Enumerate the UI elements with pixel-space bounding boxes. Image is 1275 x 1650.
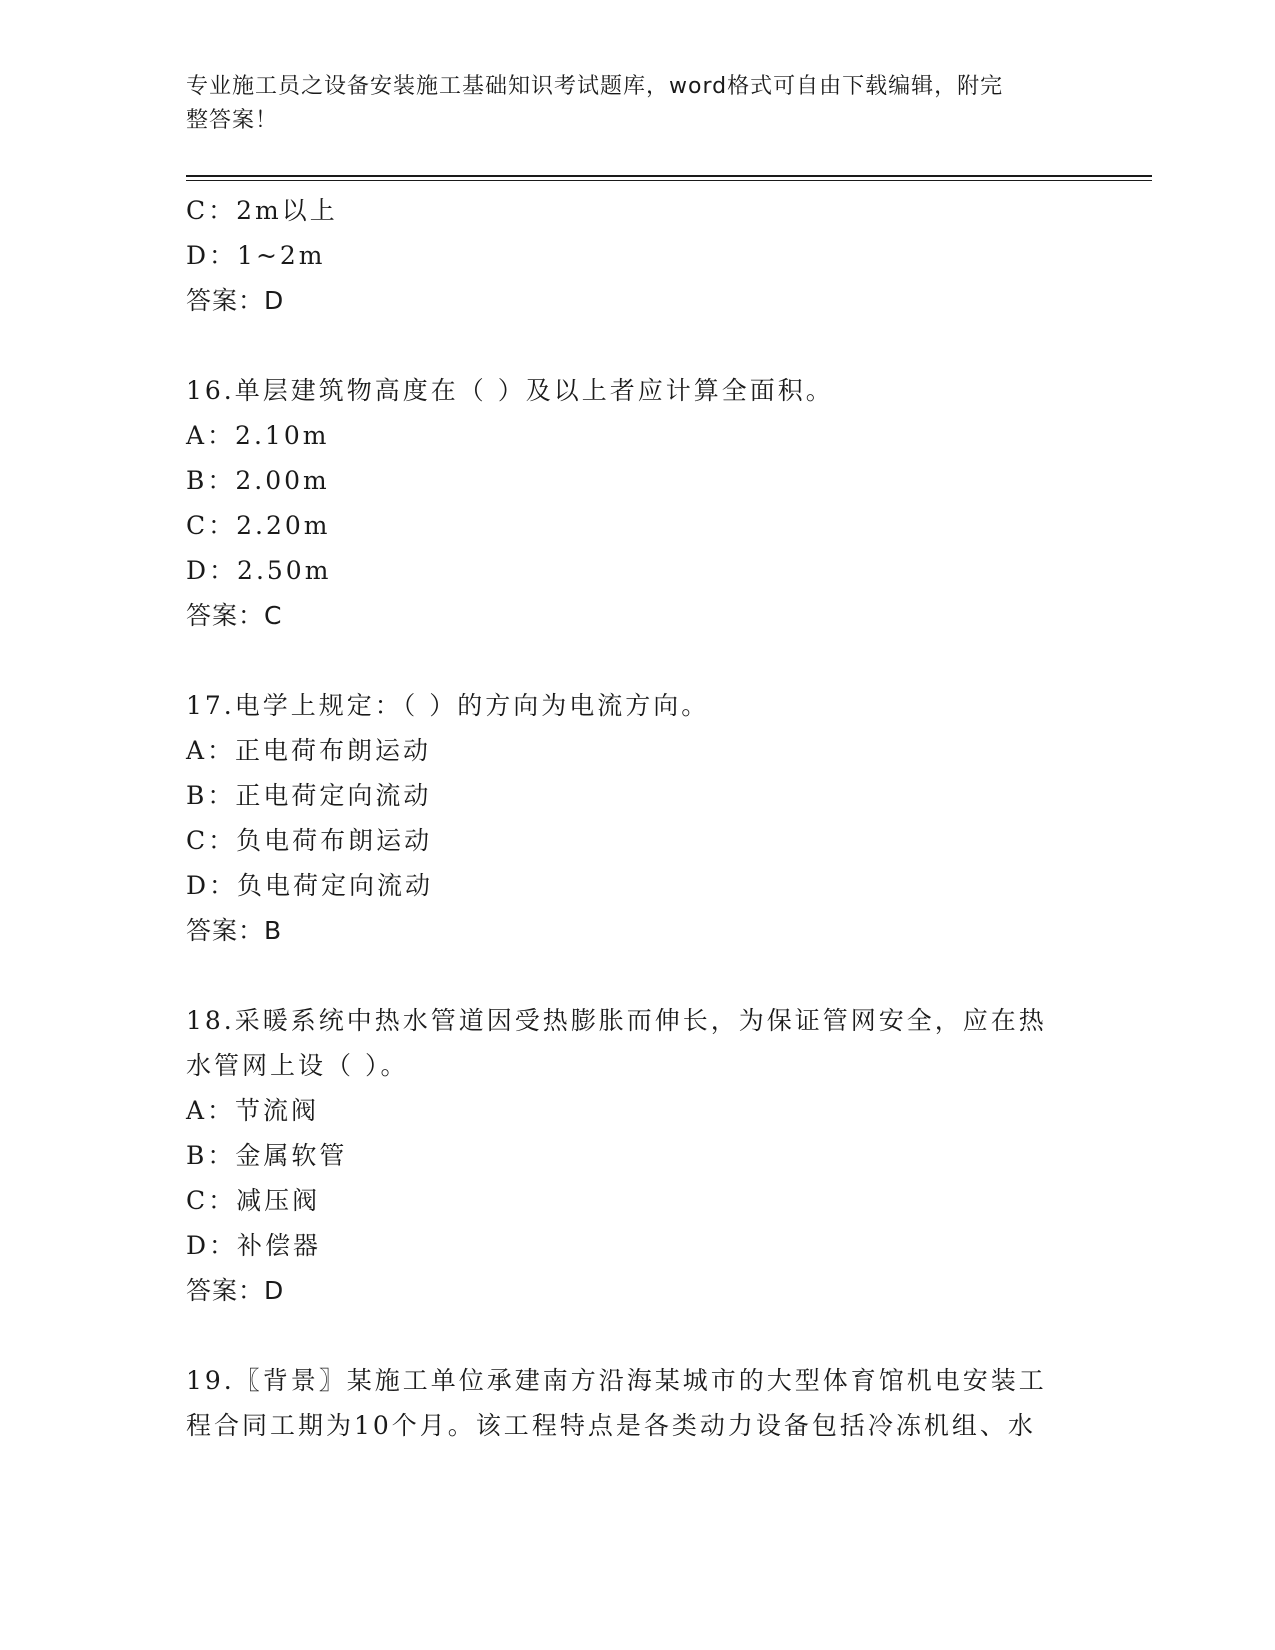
spacer: [186, 1313, 1086, 1358]
q18-answer: 答案：D: [186, 1276, 285, 1305]
header-line-2: 整答案！: [186, 108, 279, 133]
question-19-block: [186, 1358, 1086, 1448]
q16-option-c: C：2.20m: [186, 511, 331, 540]
q15-option-d: D：1~2m: [186, 241, 326, 270]
header-line-1: 专业施工员之设备安装施工基础知识考试题库，word格式可自由下载编辑，附完: [186, 74, 1004, 99]
q18-question-line-1: 18.采暖系统中热水管道因受热膨胀而伸长，为保证管网安全，应在热: [186, 1006, 1047, 1035]
q18-option-c: C：减压阀: [186, 1186, 321, 1215]
question-15-block: [186, 188, 1086, 323]
q19-question-line-1: 19.〖背景〗某施工单位承建南方沿海某城市的大型体育馆机电安装工: [186, 1366, 1047, 1395]
question-16-block: [186, 368, 1086, 638]
q17-question: 17.电学上规定：（ ）的方向为电流方向。: [186, 691, 710, 720]
q17-option-c: C：负电荷布朗运动: [186, 826, 433, 855]
q16-answer: 答案：C: [186, 601, 283, 630]
q17-option-b: B：正电荷定向流动: [186, 781, 432, 810]
q16-option-a: A：2.10m: [186, 421, 330, 450]
spacer: [186, 638, 1086, 683]
question-list: [186, 188, 1086, 1448]
q19-question-line-2: 程合同工期为10个月。该工程特点是各类动力设备包括冷冻机组、水: [186, 1411, 1036, 1440]
q15-answer: 答案：D: [186, 286, 285, 315]
spacer: [186, 323, 1086, 368]
q17-option-a: A：正电荷布朗运动: [186, 736, 432, 765]
header-divider-thick: [186, 175, 1152, 177]
q17-option-d: D：负电荷定向流动: [186, 871, 434, 900]
q16-option-d: D：2.50m: [186, 556, 332, 585]
question-17-block: [186, 683, 1086, 953]
question-18-block: [186, 998, 1086, 1313]
q18-option-b: B：金属软管: [186, 1141, 348, 1170]
spacer: [186, 953, 1086, 998]
q15-option-c: C：2m以上: [186, 196, 338, 225]
page-header: [186, 70, 1066, 138]
header-divider-thin: [186, 180, 1152, 181]
q16-question: 16.单层建筑物高度在（ ）及以上者应计算全面积。: [186, 376, 834, 405]
q18-option-d: D：补偿器: [186, 1231, 322, 1260]
q17-answer: 答案：B: [186, 916, 283, 945]
q18-question-line-2: 水管网上设（ ）。: [186, 1051, 409, 1080]
q18-option-a: A：节流阀: [186, 1096, 320, 1125]
q16-option-b: B：2.00m: [186, 466, 330, 495]
